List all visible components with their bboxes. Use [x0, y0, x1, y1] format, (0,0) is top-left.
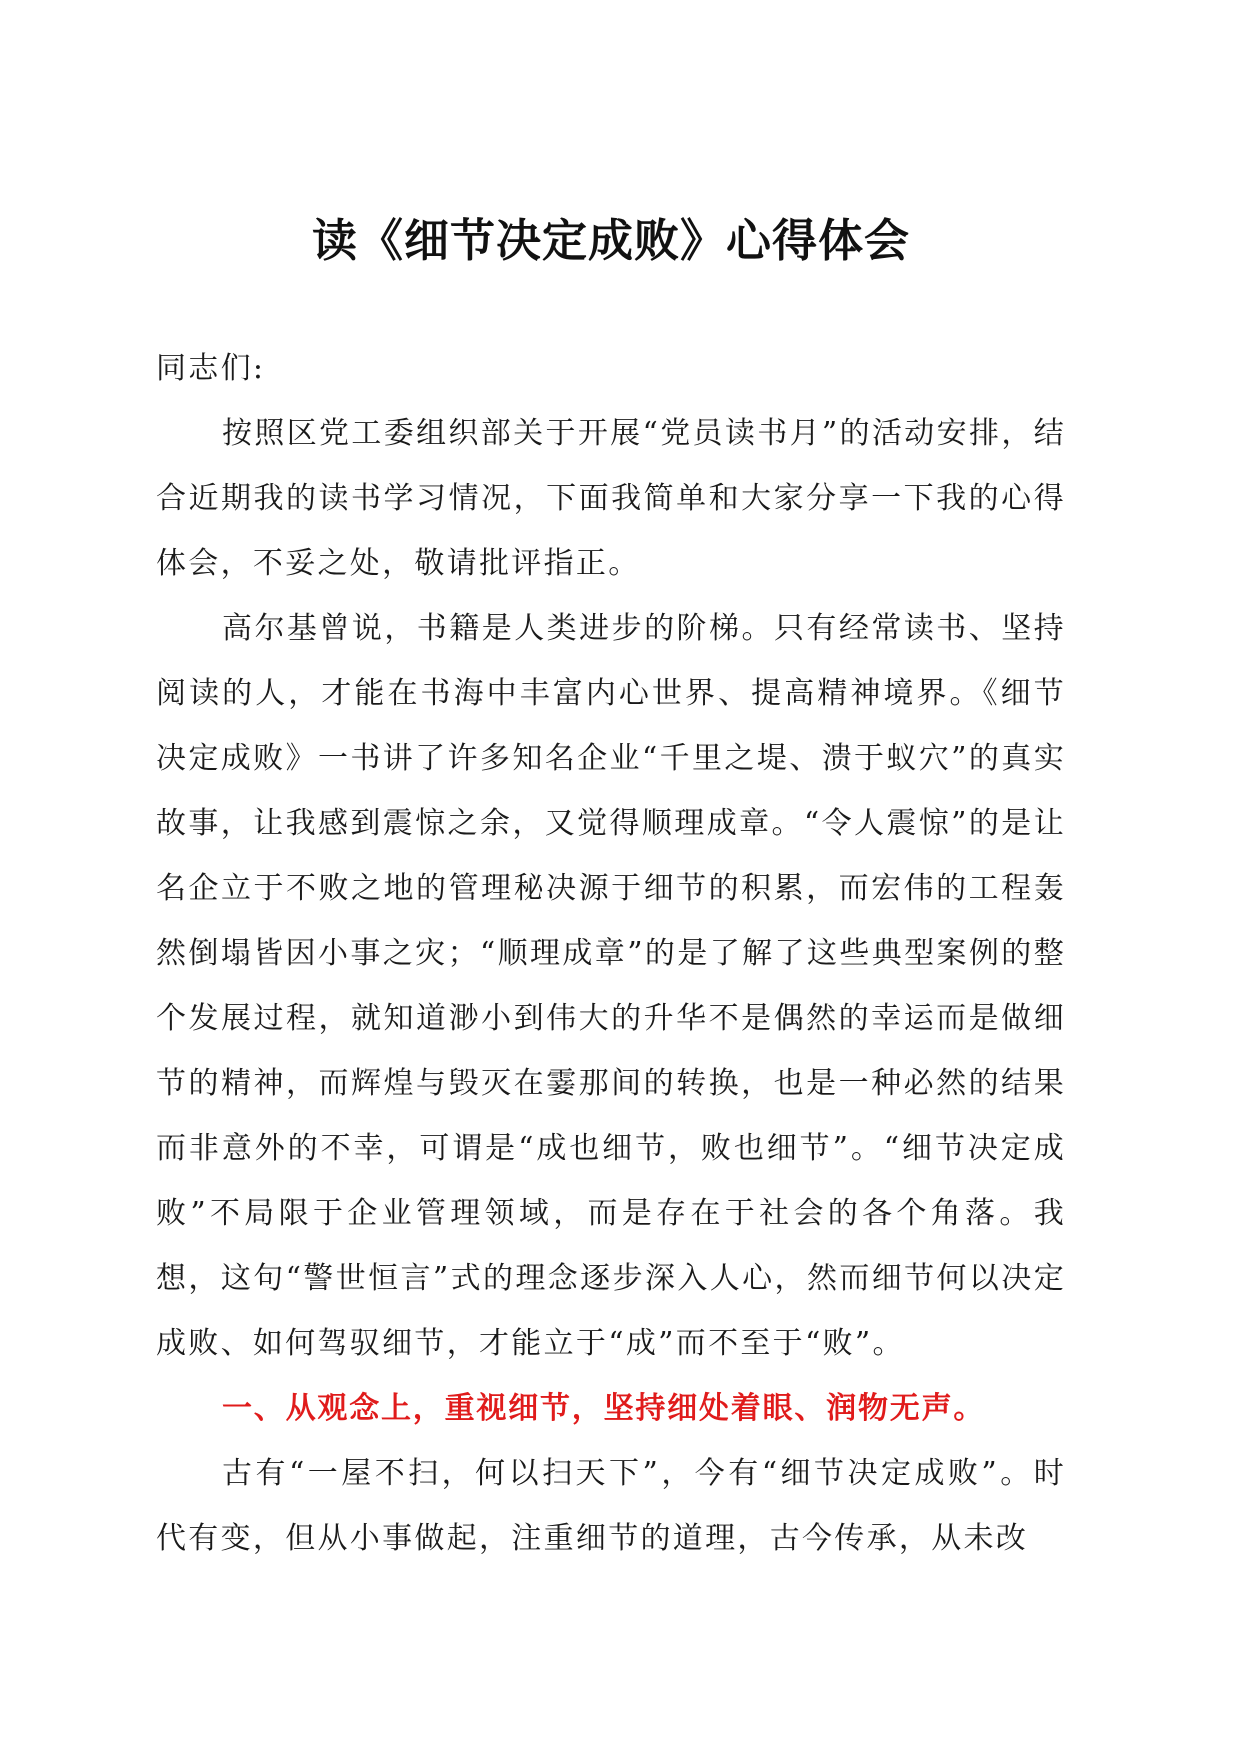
document-title: 读《细节决定成败》心得体会	[311, 214, 910, 267]
paragraph-gorky: 高尔基曾说，书籍是人类进步的阶梯。只有经常读书、坚持阅读的人，才能在书海中丰富内心世界、提高精神境界。《细节决定成败》一书讲了许多知名企业“千里之堤、溃于蚁穴”的真实故事，让我感到震惊之余，又觉得顺理成章。“令人震惊”的是让名企立于不败之地的管理秘决源于细节的积累，而宏伟的工程轰然倒塌皆因小事之灾；“顺理成章”的是了解了这些典型案例的整个发展过程，就知道渺小到伟大的升华不是偶然的幸运而是做细节的精神，而辉煌与毁灭在霎那间的转换，也是一种必然的结果而非意外的不幸，可谓是“成也细节，败也细节”。“细节决定成败”不局限于企业管理领域，而是存在于社会的各个角落。我想，这句“警世恒言”式的理念逐步深入人心，然而细节何以决定成败、如何驾驭细节，才能立于“成”而不至于“败”。	[156, 611, 1066, 1361]
document-body	[156, 206, 1066, 1571]
greeting: 同志们:	[156, 351, 266, 386]
paragraph-section-1: 古有“一屋不扫，何以扫天下”，今有“细节决定成败”。时代有变，但从小事做起，注重细节的道理，古今传承，从未改	[156, 1456, 1066, 1556]
paragraph-intro: 按照区党工委组织部关于开展“党员读书月”的活动安排，结合近期我的读书学习情况，下面我简单和大家分享一下我的心得体会，不妥之处，敬请批评指正。	[156, 416, 1066, 581]
section-heading-1: 一、从观念上，重视细节，坚持细处着眼、润物无声。	[222, 1391, 986, 1426]
